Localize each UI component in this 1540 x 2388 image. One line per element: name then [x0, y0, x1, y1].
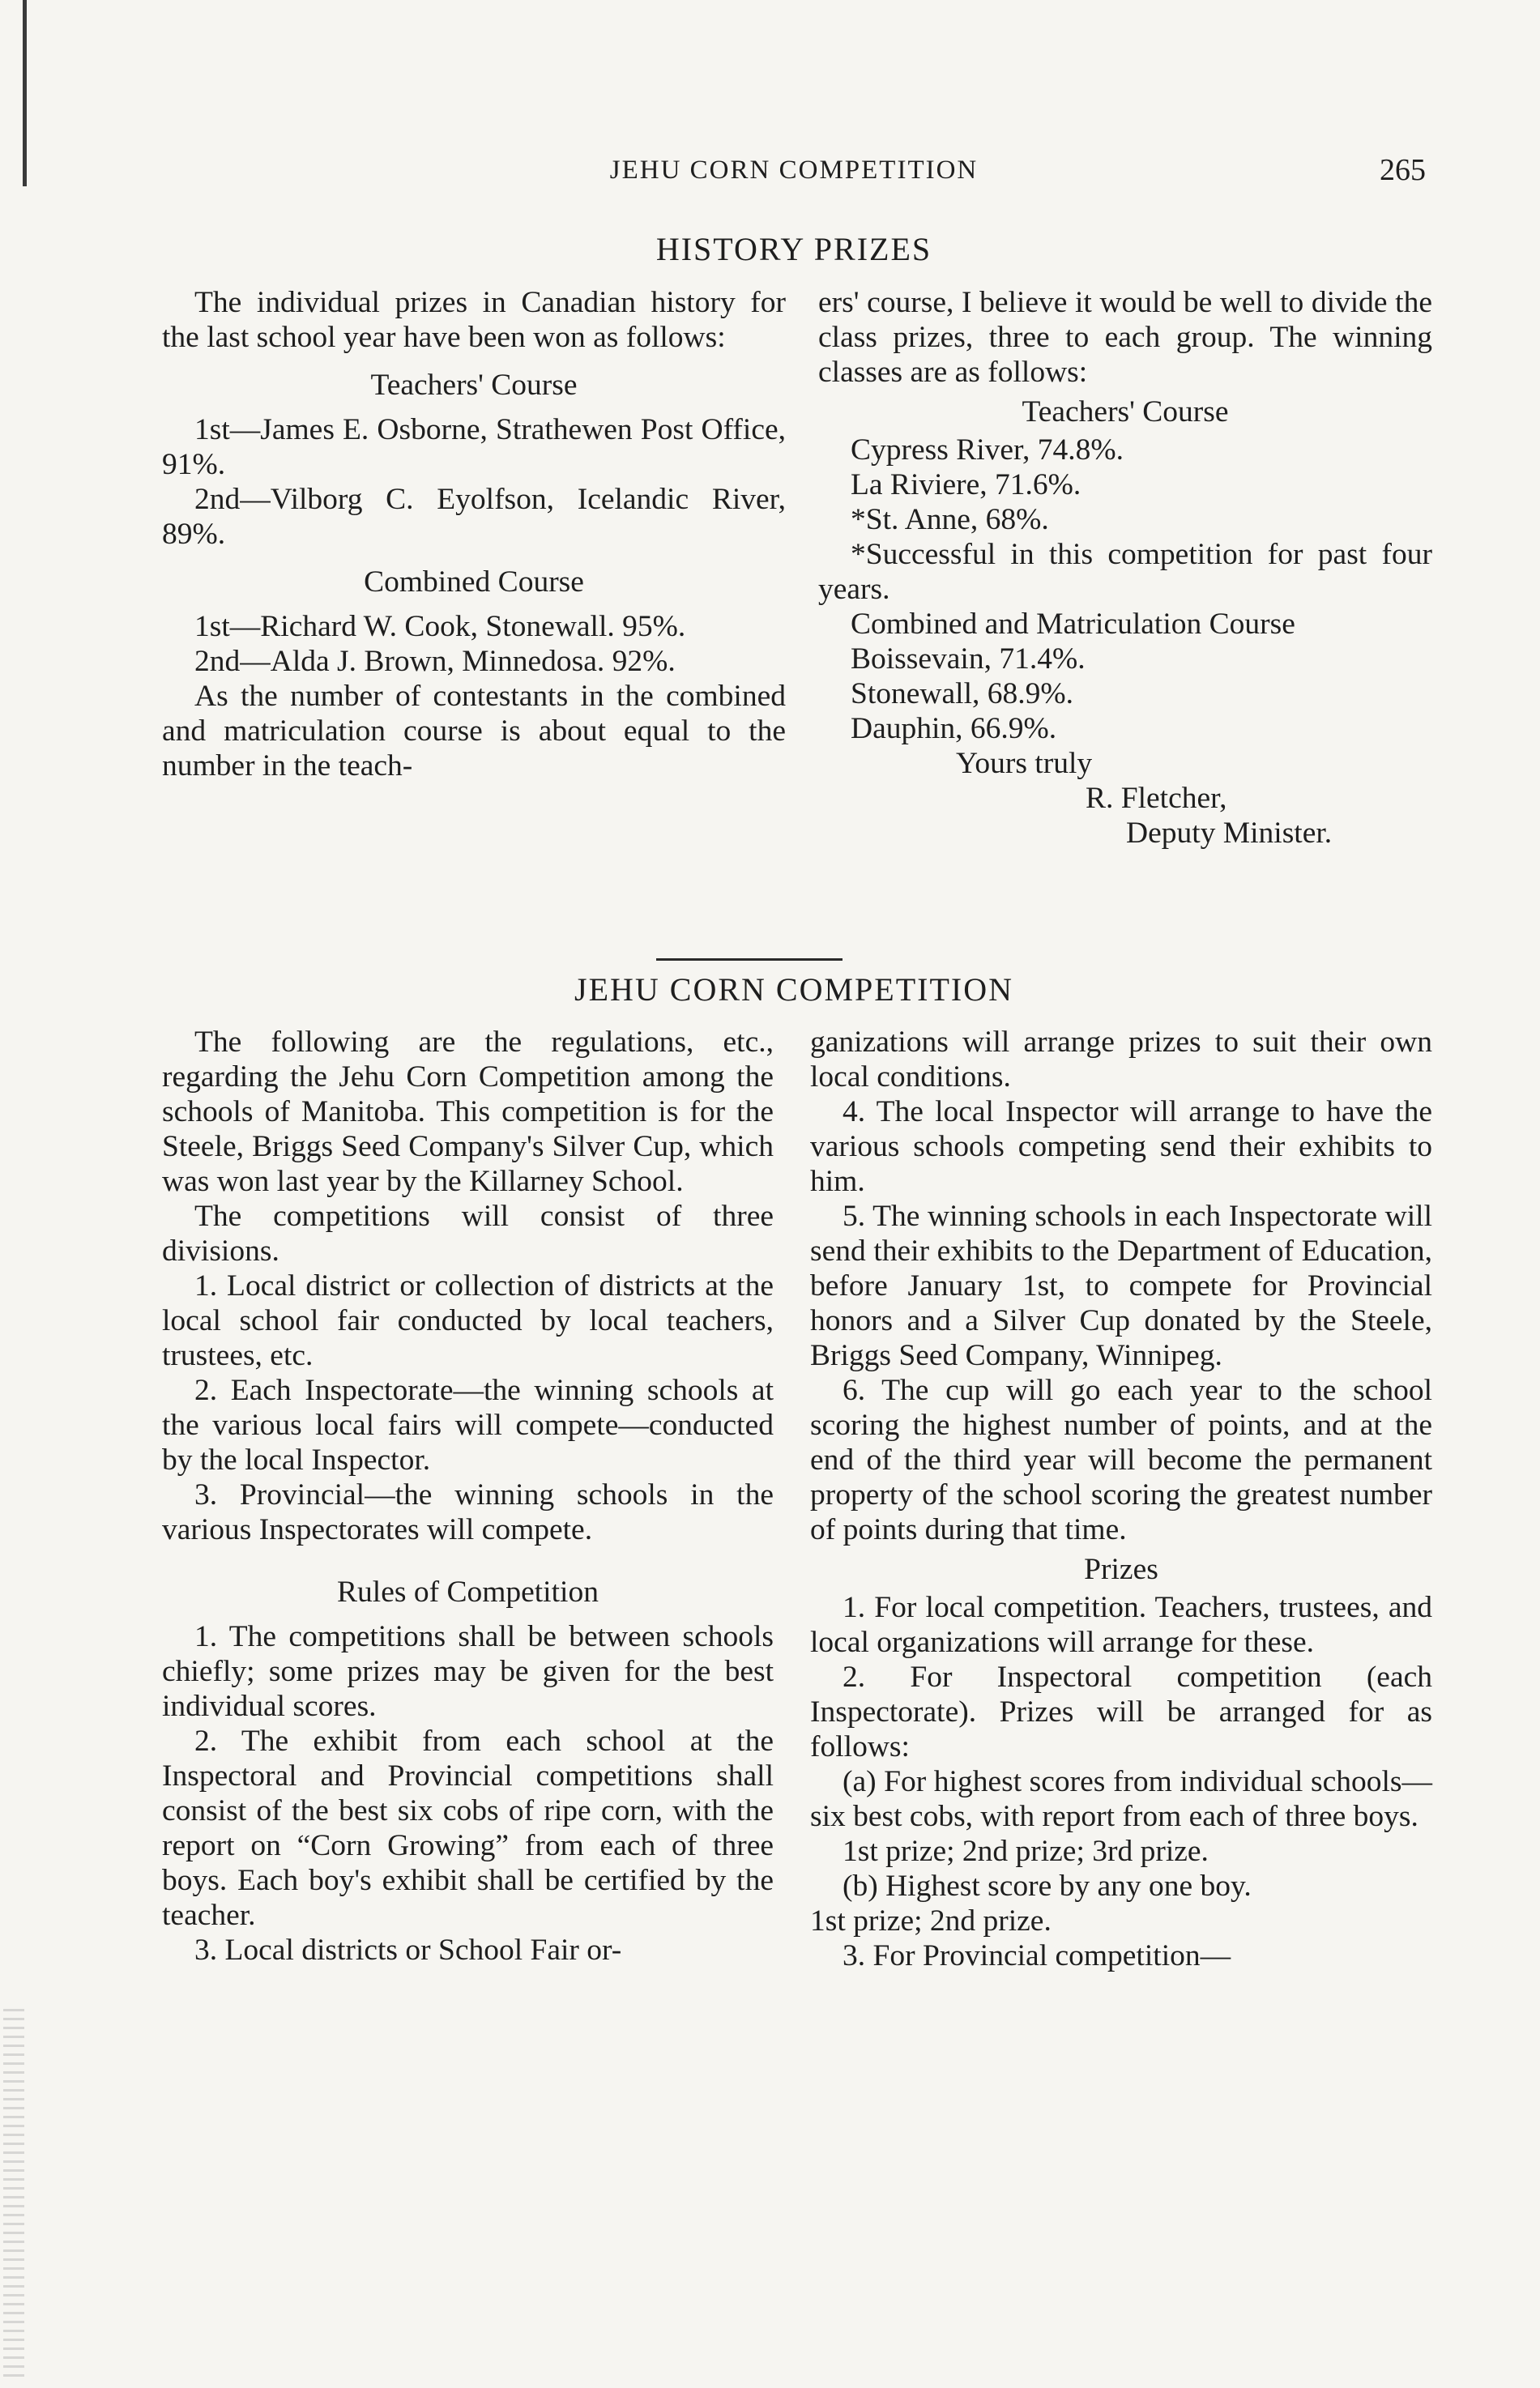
class-teachers-list [818, 433, 1432, 537]
teachers-second-prize: 2nd—Vilborg C. Eyolfson, Icelandic River, 89%. [162, 483, 786, 551]
history-intro: The individual prizes in Canadian history for the last school year have been won as follows: [162, 286, 786, 354]
class-prizes-paragraph-start: As the number of contestants in the combined and matriculation course is about equal to the number in the teach- [162, 680, 786, 782]
class-prizes-paragraph-end: ers' course, I believe it would be well to divide the class prizes, three to each group. The winning classes are as follows: [818, 286, 1432, 389]
divisions-intro: The competitions will consist of three divisions. [162, 1200, 774, 1268]
class-combined-heading: Combined and Matriculation Course [851, 608, 1295, 641]
running-head-title: JEHU CORN COMPETITION [609, 156, 979, 185]
division-item: 2. Each Inspectorate—the winning schools at the various local fairs will compete—conducted by the local Inspector. [162, 1374, 774, 1477]
history-column-right [818, 285, 1432, 851]
rule-item-end: ganizations will arrange prizes to suit their own local conditions. [810, 1026, 1432, 1094]
prize-item: 1. For local competition. Teachers, trustees, and local organizations will arrange for these. [810, 1591, 1432, 1659]
division-item: 1. Local district or collection of districts at the local school fair conducted by local teachers, trustees, etc. [162, 1269, 774, 1372]
signer-title: Deputy Minister. [1126, 817, 1333, 850]
combined-second-prize: 2nd—Alda J. Brown, Minnedosa. 92%. [194, 645, 676, 678]
class-combined-item: Dauphin, 66.9%. [851, 712, 1057, 745]
scan-margin-noise [3, 2009, 24, 2382]
jehu-column-right [810, 1025, 1432, 1973]
rule-item: 1. The competitions shall be between schools chiefly; some prizes may be given for the best individual scores. [162, 1620, 774, 1723]
closing: Yours truly [956, 747, 1093, 780]
prize-item: 2. For Inspectoral competition (each Inspectorate). Prizes will be arranged for as follows: [810, 1661, 1432, 1763]
jehu-section-title: JEHU CORN COMPETITION [574, 971, 1013, 1008]
combined-course-heading: Combined Course [364, 565, 584, 599]
rule-item: 4. The local Inspector will arrange to have the various schools competing send their exhibits to him. [810, 1095, 1432, 1198]
prize-item: 3. For Provincial competition— [843, 1939, 1231, 1972]
prizes-heading: Prizes [1084, 1553, 1158, 1586]
history-column-left [162, 285, 786, 783]
scan-binding-edge [23, 0, 27, 186]
signer-name: R. Fletcher, [1086, 782, 1227, 815]
rule-item-start: 3. Local districts or School Fair or- [194, 1934, 622, 1967]
class-combined-list [818, 607, 1432, 746]
class-teachers-heading: Teachers' Course [1022, 395, 1229, 429]
page-number: 265 [1380, 153, 1426, 187]
jehu-column-left [162, 1025, 774, 1968]
rule-item: 6. The cup will go each year to the school scoring the highest number of points, and at the end of the third year will become the permanent property of the school scoring the greatest number of points during that time. [810, 1374, 1432, 1546]
history-prizes-title: HISTORY PRIZES [655, 231, 932, 267]
rules-heading: Rules of Competition [337, 1576, 599, 1609]
prize-subitem: (a) For highest scores from individual schools—six best cobs, with report from each of three boys. [810, 1765, 1432, 1833]
prize-subitem: (b) Highest score by any one boy. [843, 1870, 1252, 1903]
division-item: 3. Provincial—the winning schools in the various Inspectorates will compete. [162, 1478, 774, 1546]
combined-first-prize: 1st—Richard W. Cook, Stonewall. 95%. [194, 610, 686, 643]
class-combined-item: Stonewall, 68.9%. [851, 677, 1073, 710]
prize-places: 1st prize; 2nd prize. [810, 1904, 1052, 1938]
running-head [162, 153, 1426, 196]
section-divider [656, 958, 843, 961]
class-combined-item: Boissevain, 71.4%. [851, 642, 1086, 676]
footnote: *Successful in this competition for past four years. [818, 538, 1432, 606]
teachers-first-prize: 1st—James E. Osborne, Strathewen Post Office, 91%. [162, 413, 786, 481]
teachers-course-heading: Teachers' Course [370, 369, 578, 402]
class-teachers-item: La Riviere, 71.6%. [851, 468, 1081, 501]
rule-item: 5. The winning schools in each Inspectorate will send their exhibits to the Department of Education, before January 1st, to compete for Provincial honors and a Silver Cup donated by the Steele, Briggs Seed Company, Winnipeg. [810, 1200, 1432, 1372]
class-teachers-item: *St. Anne, 68%. [851, 503, 1049, 536]
jehu-intro: The following are the regulations, etc., regarding the Jehu Corn Competition among the schools of Manitoba. This competition is for the Steele, Briggs Seed Company's Silver Cup, which was won last year by the Killarney School. [162, 1026, 774, 1198]
class-teachers-item: Cypress River, 74.8%. [851, 433, 1124, 467]
prize-places: 1st prize; 2nd prize; 3rd prize. [843, 1835, 1209, 1868]
rule-item: 2. The exhibit from each school at the Inspectoral and Provincial competitions shall consist of the best six cobs of ripe corn, with the report on “Corn Growing” from each of three boys. Each boy's exhibit shall be certified by the teacher. [162, 1725, 774, 1932]
